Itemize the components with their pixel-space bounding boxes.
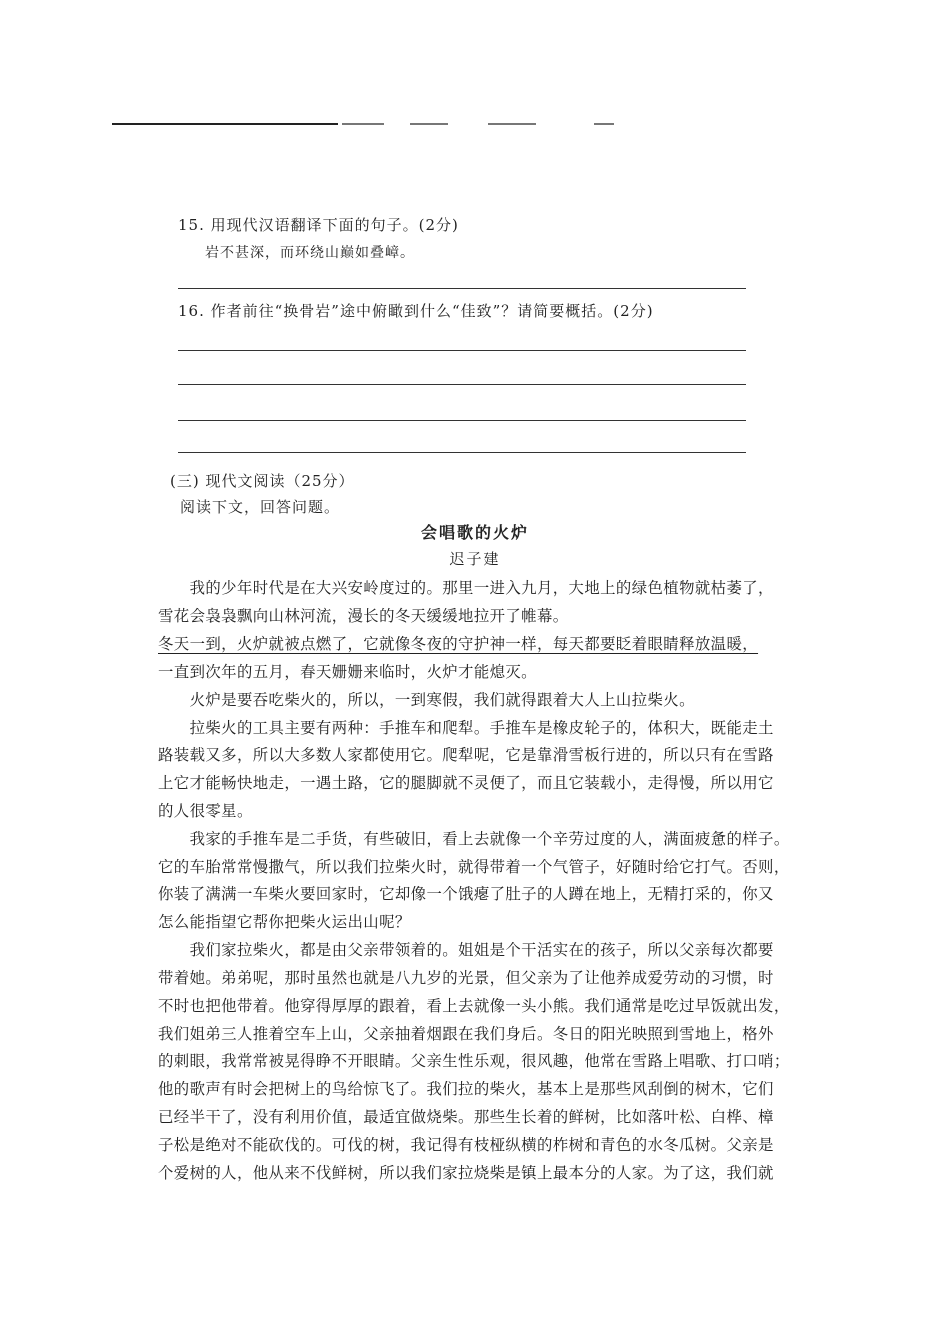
article-line: 火炉是要吞吃柴火的，所以，一到寒假，我们就得跟着大人上山拉柴火。	[158, 691, 695, 709]
article-line: 已经半干了，没有利用价值，最适宜做烧柴。那些生长着的鲜树，比如落叶松、白桦、樟	[158, 1108, 774, 1126]
article-line: 我们家拉柴火，都是由父亲带领着的。姐姐是个干活实在的孩子，所以父亲每次都要	[158, 941, 774, 959]
article-line: 他的歌声有时会把树上的鸟给惊飞了。我们拉的柴火，基本上是那些风刮倒的树木，它们	[158, 1080, 774, 1098]
answer-line[interactable]	[178, 452, 746, 453]
section-instruction: 阅读下文，回答问题。	[180, 498, 341, 516]
article-line: 个爱树的人，他从来不伐鲜树，所以我们家拉烧柴是镇上最本分的人家。为了这，我们就	[158, 1164, 774, 1182]
article-line: 路装载又多，所以大多数人家都使用它。爬犁呢，它是靠滑雪板行进的，所以只有在雪路	[158, 746, 774, 764]
article-line-underlined: 冬天一到，火炉就被点燃了，它就像冬夜的守护神一样，每天都要眨着眼睛释放温暖，	[158, 635, 759, 653]
article-line: 怎么能指望它帮你把柴火运出山呢？	[158, 913, 411, 931]
answer-line[interactable]	[178, 420, 746, 421]
header-dash	[342, 123, 384, 125]
header-dash	[594, 123, 614, 125]
article-line: 我家的手推车是二手货，有些破旧，看上去就像一个辛劳过度的人，满面疲惫的样子。	[158, 830, 790, 848]
question-15-sentence: 岩不甚深，而环绕山巅如叠嶂。	[205, 245, 415, 261]
article-line: 子松是绝对不能砍伐的。可伐的树，我记得有枝桠纵横的柞树和青色的水冬瓜树。父亲是	[158, 1136, 774, 1154]
article-line: 我的少年时代是在大兴安岭度过的。那里一进入九月，大地上的绿色植物就枯萎了，	[158, 579, 774, 597]
article-line: 的人很零星。	[158, 802, 253, 820]
answer-line[interactable]	[178, 350, 746, 351]
answer-line[interactable]	[178, 288, 746, 289]
article-line: 你装了满满一车柴火要回家时，它却像一个饿瘪了肚子的人蹲在地上，无精打采的，你又	[158, 885, 774, 903]
header-dash	[488, 123, 536, 125]
article-line: 我们姐弟三人推着空车上山，父亲抽着烟跟在我们身后。冬日的阳光映照到雪地上，格外	[158, 1025, 774, 1043]
article-line: 一直到次年的五月，春天姗姗来临时，火炉才能熄灭。	[158, 663, 537, 681]
section-heading: (三) 现代文阅读（25分）	[170, 472, 355, 490]
article-line: 上它才能畅快地走，一遇土路，它的腿脚就不灵便了，而且它装载小，走得慢，所以用它	[158, 774, 774, 792]
article-line: 雪花会袅袅飘向山林河流，漫长的冬天缓缓地拉开了帷幕。	[158, 607, 569, 625]
header-rule	[112, 123, 338, 125]
article-line: 它的车胎常常慢撒气，所以我们拉柴火时，就得带着一个气管子，好随时给它打气。否则，	[158, 858, 790, 876]
answer-line[interactable]	[178, 384, 746, 385]
article-title: 会唱歌的火炉	[420, 523, 529, 542]
article-line: 拉柴火的工具主要有两种：手推车和爬犁。手推车是橡皮轮子的，体积大，既能走土	[158, 719, 774, 737]
question-15-prompt: 15. 用现代汉语翻译下面的句子。(2分)	[178, 216, 459, 234]
article-line: 的刺眼，我常常被晃得睁不开眼睛。父亲生性乐观，很风趣，他常在雪路上唱歌、打口哨；	[158, 1052, 790, 1070]
article-line: 带着她。弟弟呢，那时虽然也就是八九岁的光景，但父亲为了让他养成爱劳动的习惯，时	[158, 969, 774, 987]
article-line: 不时也把他带着。他穿得厚厚的跟着，看上去就像一头小熊。我们通常是吃过早饭就出发，	[158, 997, 790, 1015]
article-author: 迟子建	[449, 550, 501, 568]
header-dash	[410, 123, 448, 125]
question-16-prompt: 16. 作者前往“换骨岩”途中俯瞰到什么“佳致”？请简要概括。(2分)	[178, 302, 654, 320]
